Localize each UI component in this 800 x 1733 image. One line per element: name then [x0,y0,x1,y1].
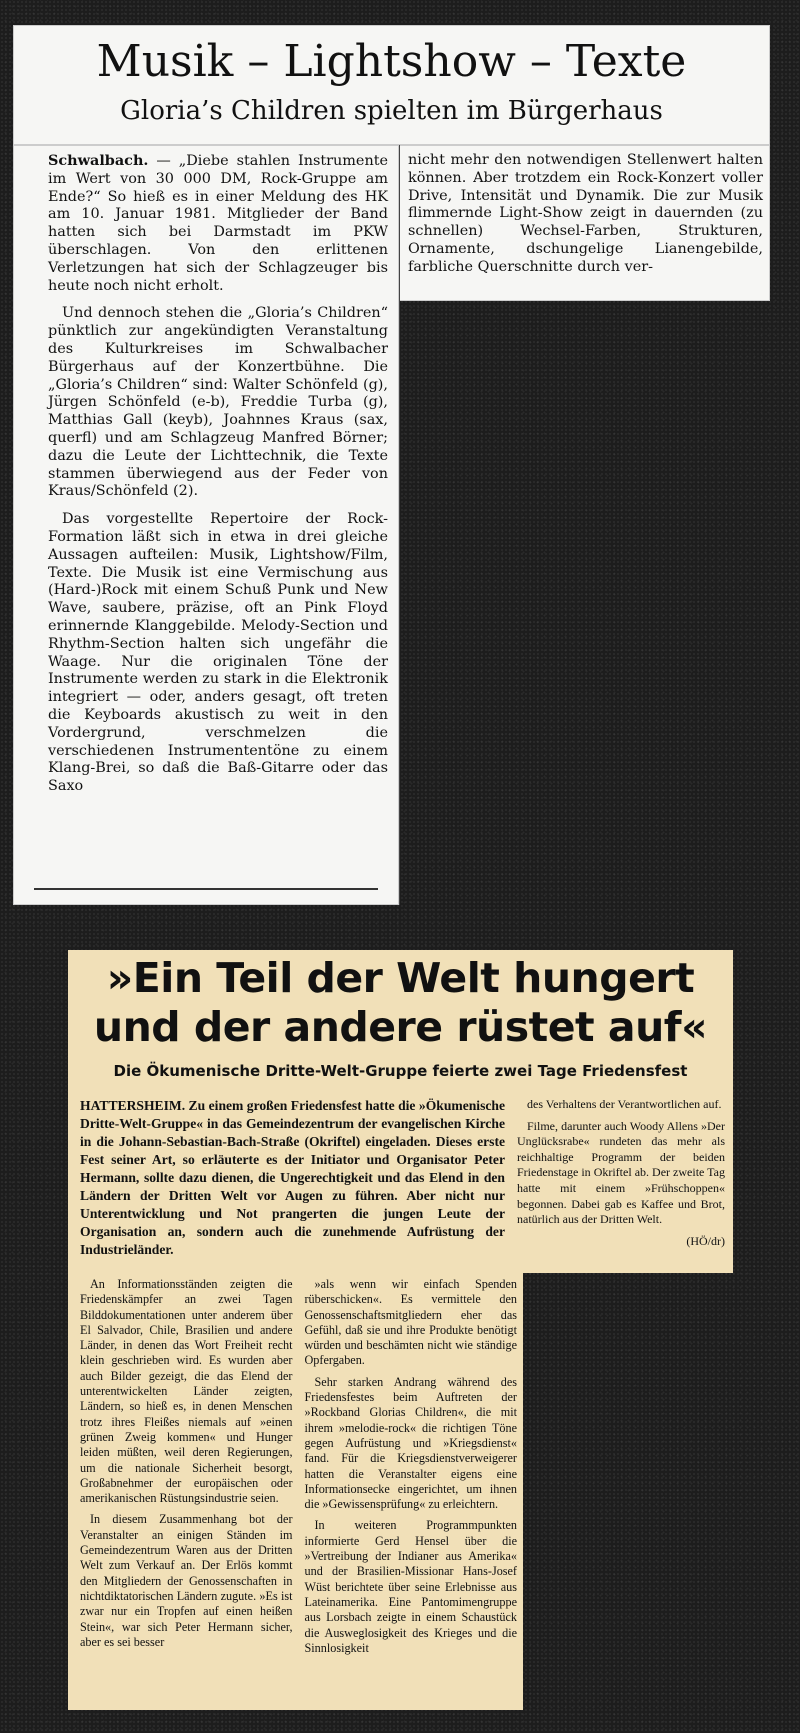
article-a-left-column [13,145,399,905]
article-b-col2-paragraph-3: In weiteren Programmpunkten informierte Gerd Hensel über die »Vertreibung der Indianer aus Amerika« und der Brasilien-Missionar Hans-Josef Wüst berichtete über seine Erlebnisse aus Lateinamerika. Eine Pantomimengruppe aus Lorsbach zeigte in einem Schaustück die Ausweglosigkeit des Krieges und die Sinnlosigkeit [304,1518,517,1655]
article-a-paragraph-3: Das vorgestellte Repertoire der Rock-Formation läßt sich in etwa in drei gleiche Aussagen aufteilen: Musik, Lightshow/Film, Texte. Die Musik ist eine Vermischung aus (Hard-)Rock mit einem Schuß Punk und New Wave, saubere, präzise, oft an Pink Floyd erinnernde Klanggebilde. Melody-Section und Rhythm-Section halten sich ungefähr die Waage. Nur die originalen Töne der Instrumente werden zu stark in die Elektronik integriert — oder, anders gesagt, oft treten die Keyboards akustisch zu weit in den Vordergrund, verschmelzen die verschiedenen Instrumententöne zu einem Klang-Brei, so daß die Baß-Gitarre oder das Saxo [48,511,388,795]
article-b-body-columns [68,1273,523,1710]
article-b-col2-paragraph-1: »als wenn wir einfach Spenden rüberschicken«. Es vermittele den Genossenschaftsmitgliedern eher das Gefühl, daß sie und ihre Produkte benötigt würden und beschämten nicht wie ständige Opfergaben. [304,1277,517,1368]
article-a-paragraph-1: Schwalbach. — „Diebe stahlen Instrumente im Wert von 30 000 DM, Rock-Gruppe am Ende?“ So hieß es in einer Meldung des HK am 10. Januar 1981. Mitglieder der Band hatten sich bei Darmstadt im PKW überschlagen. Von den erlittenen Verletzungen hat sich der Schlagzeuger bis heute noch nicht erholt. [48,152,389,294]
article-a-right-column [399,145,770,301]
clipping-b-headline-box [68,950,733,1093]
article-b-continuation [513,1093,733,1273]
article-b-col1-paragraph-1: An Informationsständen zeigten die Friedenskämpfer an zwei Tagen Bilddokumentationen unter anderem über El Salvador, Chile, Brasilien und andere Länder, in denen das Wort Freiheit recht klein geschrieben wird. Es wurden aber auch Bilder gezeigt, die das Elend der unterentwickelten Länder zeigten, Ländern, so hieß es, in denen Menschen trotz ihres Fleißes niemals auf »einen grünen Zweig kommen« und Hunger leiden müßten, weil deren Regierungen, um die nationale Sicherheit besorgt, Großabnehmer der europäischen oder amerikanischen Rüstungsindustrie seien. [80,1277,293,1506]
article-a-dateline: Schwalbach. [48,152,149,169]
article-b-lead-paragraph: HATTERSHEIM. Zu einem großen Friedensfest hatte die »Ökumenische Dritte-Welt-Gruppe« in das Gemeindezentrum der evangelischen Kirche in die Johann-Sebastian-Bach-Straße (Okriftel) eingeladen. Dieses erste Fest seiner Art, so erläuterte es der Initiator und Organisator Peter Hermann, sollte dazu dienen, die Ungerechtigkeit und das Elend in den Ländern der Dritten Welt vor Augen zu führen. Aber nicht nur Unterentwicklung und Not prangerten die jungen Leute der Organisation an, sondern auch die zunehmende Aufrüstung der Industrieländer. [68,1093,513,1273]
article-a-end-rule [34,888,378,890]
article-b-subtitle: Die Ökumenische Dritte-Welt-Gruppe feierte zwei Tage Friedensfest [113,1062,688,1080]
article-a-right-text: nicht mehr den notwendigen Stellenwert halten können. Aber trotzdem ein Rock-Konzert voller Drive, Intensität und Dynamik. Die zur Musik flimmernde Light-Show zeigt in dauernden (zu schnellen) Wechsel-Farben, Strukturen, Ornamente, dschungelige Lianengebilde, farbliche Querschnitte durch ver- [408,152,763,275]
column-divider [399,145,400,905]
article-b-column-1 [80,1277,293,1704]
article-a-paragraph-2: Und dennoch stehen die „Gloria’s Children“ pünktlich zur angekündigten Veranstaltung des Kulturkreises im Schwalbacher Bürgerhaus auf der Konzertbühne. Die „Gloria’s Children“ sind: Walter Schönfeld (g), Jürgen Schönfeld (e-b), Freddie Turba (g), Matthias Gall (keyb), Joahnnes Kraus (sax, querfl) und am Schlagzeug Manfred Börner; dazu die Leute der Lichttechnik, die Texte stammen überwiegend aus der Feder von Kraus/Schönfeld (2). [48,305,388,500]
article-b-col1-paragraph-2: In diesem Zusammenhang bot der Veranstalter an einigen Ständen im Gemeindezentrum Waren aus der Dritten Welt zum Verkauf an. Der Erlös kommt den Mitgliedern der Genossenschaften in nichtdiktatorischen Ländern zugute. »Es ist zwar nur ein Tropfen auf einen heißen Stein«, war sich Peter Hermann sicher, aber es sei besser [80,1512,293,1649]
clipping-a-headline-box [13,25,770,145]
article-b-title-line1: »Ein Teil der Welt hungert [106,954,695,1002]
article-a-title: Musik – Lightshow – Texte [96,36,687,87]
article-b-signature: (HÖ/dr) [686,1233,725,1248]
article-b-continuation-2: Filme, darunter auch Woody Allens »Der Unglücksrabe« rundeten das mehr als reichhaltige Programm der beiden Friedenstage in Okriftel ab. Der zweite Tag hatte mit einem »Frühschoppen« begonnen. Dabei gab es Kaffee und Brot, natürlich aus der Dritten Welt. [517,1118,725,1227]
article-a-subtitle: Gloria’s Children spielten im Bürgerhaus [120,96,663,126]
article-b-continuation-1: des Verhaltens der Verantwortlichen auf. [527,1097,722,1111]
article-b-col2-paragraph-2: Sehr starken Andrang während des Friedensfestes beim Auftreten der »Rockband Glorias Children«, die mit ihrem »melodie-rock« die richtigen Töne gegen Aufrüstung und »Kriegsdienst« fand. Für die Kriegsdienstverweigerer hatten die Veranstalter eigens eine Informationsecke eingerichtet, um ihnen die »Gewissensprüfung« zu erleichtern. [304,1374,517,1512]
article-b-title-line2: und der andere rüstet auf« [93,1003,708,1051]
article-b-column-2 [305,1277,518,1704]
